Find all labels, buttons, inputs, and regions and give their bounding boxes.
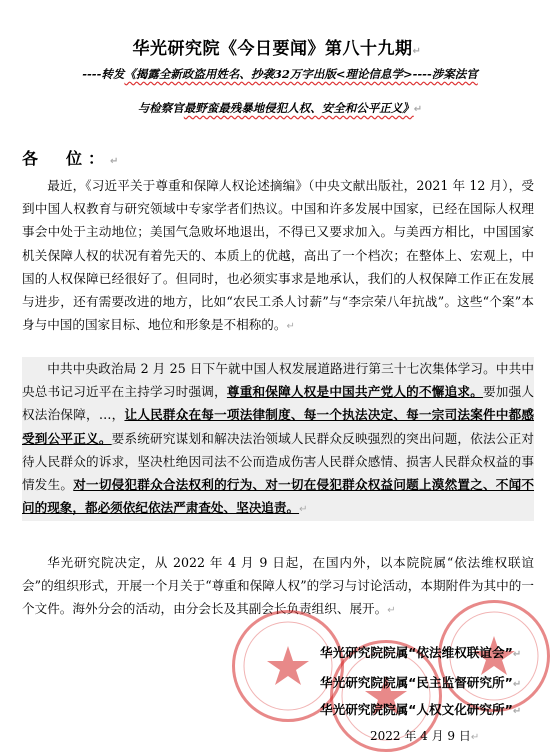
paragraph-mark: ↵ xyxy=(512,706,522,717)
subtitle-spellcheck-text-2: 最野蛮最残暴地侵犯人权、安全和公平正义》 xyxy=(183,101,414,115)
paragraph-1 xyxy=(22,174,534,338)
paragraph-2 xyxy=(22,357,534,521)
paragraph-3-text: 华光研究院决定，从 2022 年 4 月 9 日起，在国内外，以本院院属“依法维权联谊会”的组织形式，开展一个月关于“尊重和保障人权”的学习与讨论活动，本期附件为其中的一个文件。海外分会的活动，由分会长及其副会长负责组织、展开。 xyxy=(22,555,534,617)
paragraph-1-text: 最近，《习近平关于尊重和保障人权论述摘编》（中央文献出版社，2021 年 12 月），受到中国人权教育与研究领域中专家学者们热议。中国和许多发展中国家，已经在国际人权理事会中处于主动地位；美国气急败坏地退出，不得已又要求加入。与美西方相比，中国国家机关保障人权的状况有着先天的、本质上的优越，高出了一个档次；在整体上、宏观上，中国的人权保障已经很好了。但同时，也必须实事求是地承认，我们的人权保障工作正在发展与进步，还有需要改进的地方，比如“农民工杀人讨薪”与“李宗荣八年抗战”。这些“个案”本身与中国的国家目标、地位和形象是不相称的。 xyxy=(22,178,534,333)
paragraph-mark: ↵ xyxy=(412,46,422,57)
subtitle-line-2 xyxy=(20,100,540,118)
signature-line-2 xyxy=(320,672,521,691)
signature-text-1: 华光研究院院属“依法维权联谊会” xyxy=(320,645,513,660)
paragraph-mark: ↵ xyxy=(512,679,522,690)
document-date xyxy=(370,727,479,744)
signature-text-2: 华光研究院院属“民主监督研究所” xyxy=(320,675,513,690)
signature-text-3: 华光研究院院属“人权文化研究所” xyxy=(320,702,513,717)
document-title xyxy=(0,34,554,59)
paragraph-2-emphasis-2: 让人民群众在每一项法律制度、每一个执法决定、每一宗司法案件中都感受到公平正义。 xyxy=(22,407,535,446)
title-text: 华光研究院《今日要闻》第八十九期 xyxy=(132,39,413,59)
salutation xyxy=(22,146,124,169)
paragraph-mark: ↵ xyxy=(470,732,480,743)
paragraph-2-emphasis-3: 对一切侵犯群众合法权利的行为、对一切在侵犯群众权益问题上漠然置之、不闻不问的现象，都必须依纪依法严肃查处、坚决追责。 xyxy=(22,477,535,516)
paragraph-2-text-3: 要系统研究谋划和解决法治领域人民群众反映强烈的突出问题，依法公正对待人民群众的诉求，坚决杜绝因司法不公而造成伤害人民群众感情、损害人民群众权益的事情发生。 xyxy=(22,430,535,493)
paragraph-2-text-1: 中共中央政治局 2 月 25 日下午就中国人权发展道路进行第三十七次集体学习。中共中央总书记习近平在主持学习时强调， xyxy=(22,361,534,400)
subtitle-spellcheck-text: 《揭露全新政盗用姓名、抄袭32万字出版<理论信息学>----涉案法官 xyxy=(124,67,478,81)
salutation-text: 各 位： xyxy=(22,149,111,168)
paragraph-mark: ↵ xyxy=(512,649,522,660)
paragraph-mark: ↵ xyxy=(413,104,423,115)
subtitle-prefix: ----转发 xyxy=(82,67,125,81)
paragraph-mark: ↵ xyxy=(110,156,125,167)
signature-line-3 xyxy=(320,699,521,718)
paragraph-mark: ↵ xyxy=(299,504,308,516)
paragraph-mark: ↵ xyxy=(387,605,396,617)
paragraph-2-text-2: 要加强人权法治保障，…， xyxy=(22,384,535,423)
date-text: 2022 年 4 月 9 日 xyxy=(370,729,471,743)
signature-line-1 xyxy=(320,642,521,661)
subtitle-prefix-2: 与检察官 xyxy=(137,101,184,115)
paragraph-mark: ↵ xyxy=(286,321,295,333)
paragraph-2-emphasis-1: 尊重和保障人权是中国共产党人的不懈追求。 xyxy=(226,384,483,400)
subtitle-line-1 xyxy=(20,66,540,82)
